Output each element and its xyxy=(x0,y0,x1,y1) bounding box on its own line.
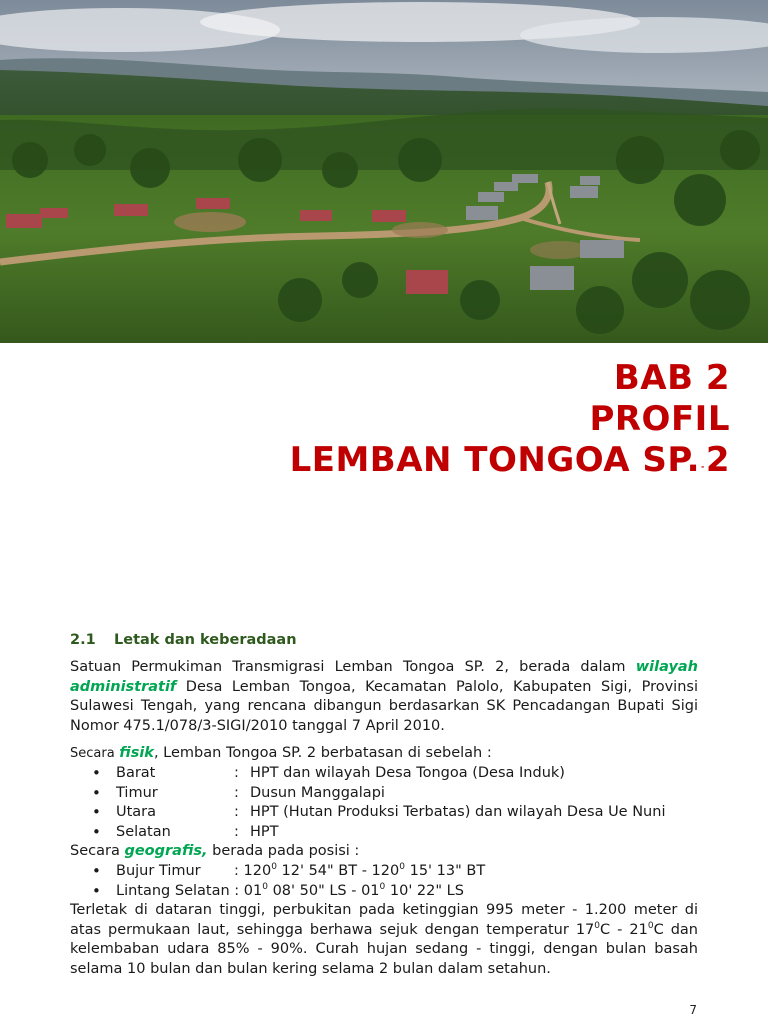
boundary-colon: : xyxy=(234,804,239,821)
para3-c: C dan kelembaban udara 85% - 90%. Curah hujan sedang - tinggi, dengan bulan basah selama 10 bulan dan bulan kering selama 2 bulan dalam setahun. xyxy=(70,921,698,977)
para3-b: C - 21 xyxy=(600,921,648,938)
fisik-lead xyxy=(70,744,698,764)
section-content xyxy=(70,630,698,980)
boundary-value: HPT dan wilayah Desa Tongoa (Desa Induk) xyxy=(250,764,565,781)
boundary-colon: : xyxy=(234,823,239,840)
degree-mark: 0 xyxy=(647,920,654,931)
fisik-emphasis: fisik xyxy=(119,745,154,762)
list-item xyxy=(92,784,698,804)
coordinate-deg-a: 120 xyxy=(243,862,272,879)
para1-post: Desa Lemban Tongoa, Kecamatan Palolo, Kabupaten Sigi, Provinsi Sulawesi Tengah, yang rencana dibangun berdasarkan SK Pencadangan Bupati Sigi Nomor 475.1/078/3-SIGI/2010 tanggal 7 April 2010. xyxy=(70,678,698,734)
boundary-colon: : xyxy=(234,764,239,781)
boundary-label: Utara xyxy=(116,804,157,821)
para1-pre: Satuan Permukiman Transmigrasi Lemban Tongoa SP. 2, berada dalam xyxy=(70,659,636,675)
geografis-lead-secara: Secara xyxy=(70,843,125,860)
coordinate-rest-a: 12' 54" BT - 120 xyxy=(276,862,400,879)
boundary-label: Selatan xyxy=(116,823,171,840)
list-item xyxy=(92,823,698,843)
list-item xyxy=(92,862,698,882)
section-heading xyxy=(70,630,698,650)
paragraph-administrative xyxy=(70,658,698,736)
geografis-lead-rest: berada pada posisi : xyxy=(207,843,360,860)
list-item xyxy=(92,882,698,902)
coordinate-colon: : xyxy=(234,862,239,879)
boundary-colon: : xyxy=(234,784,239,801)
section-number: 2.1 xyxy=(70,632,96,648)
aerial-settlement-photo-icon xyxy=(0,0,768,343)
degree-mark: 0 xyxy=(379,881,386,892)
title-line-1: BAB 2 xyxy=(613,358,730,398)
coordinate-rest-b: 15' 13" BT xyxy=(404,862,486,879)
boundary-list xyxy=(70,764,698,842)
title-line-3-number: 2 xyxy=(705,440,730,480)
boundary-label: Timur xyxy=(116,784,158,801)
para1-emphasis: wilayah administratif xyxy=(70,659,698,695)
chapter-title xyxy=(290,358,730,487)
boundary-value: HPT xyxy=(250,823,279,840)
list-item xyxy=(92,803,698,823)
geografis-lead xyxy=(70,842,698,862)
list-item xyxy=(92,764,698,784)
boundary-value: HPT (Hutan Produksi Terbatas) dan wilayah Desa Ue Nuni xyxy=(250,804,666,821)
coordinate-label: Lintang Selatan xyxy=(116,882,230,899)
boundary-label: Barat xyxy=(116,764,156,781)
hero-aerial-photo xyxy=(0,0,768,343)
coordinate-list xyxy=(70,862,698,901)
title-line-3 xyxy=(290,440,730,487)
title-tick-mark: - xyxy=(701,462,705,471)
coordinate-colon: : xyxy=(234,882,240,899)
coordinate-label: Bujur Timur xyxy=(116,862,201,879)
paragraph-climate xyxy=(70,901,698,979)
degree-mark: 0 xyxy=(262,881,268,892)
coordinate-rest-a: 08' 50" LS - 01 xyxy=(267,882,380,899)
degree-mark: 0 xyxy=(399,861,405,872)
coordinate-rest-b: 10' 22" LS xyxy=(385,882,464,899)
title-line-2: PROFIL xyxy=(589,399,730,439)
boundary-value: Dusun Manggalapi xyxy=(250,784,385,801)
geografis-emphasis: geografis, xyxy=(124,843,208,860)
page-number: 7 xyxy=(689,1003,697,1017)
fisik-lead-rest: , Lemban Tongoa SP. 2 berbatasan di sebelah : xyxy=(153,745,492,762)
coordinate-deg-a: 01 xyxy=(243,882,263,899)
title-line-3-main: LEMBAN TONGOA SP. xyxy=(289,440,700,480)
section-heading-text: Letak dan keberadaan xyxy=(114,632,297,648)
degree-mark: 0 xyxy=(271,861,277,872)
fisik-lead-secara: Secara xyxy=(70,746,115,762)
degree-mark: 0 xyxy=(594,920,600,931)
para3-a: Terletak di dataran tinggi, perbukitan pada ketinggian 995 meter - 1.200 meter di atas permukaan laut, sehingga berhawa sejuk dengan temperatur 17 xyxy=(70,902,698,938)
